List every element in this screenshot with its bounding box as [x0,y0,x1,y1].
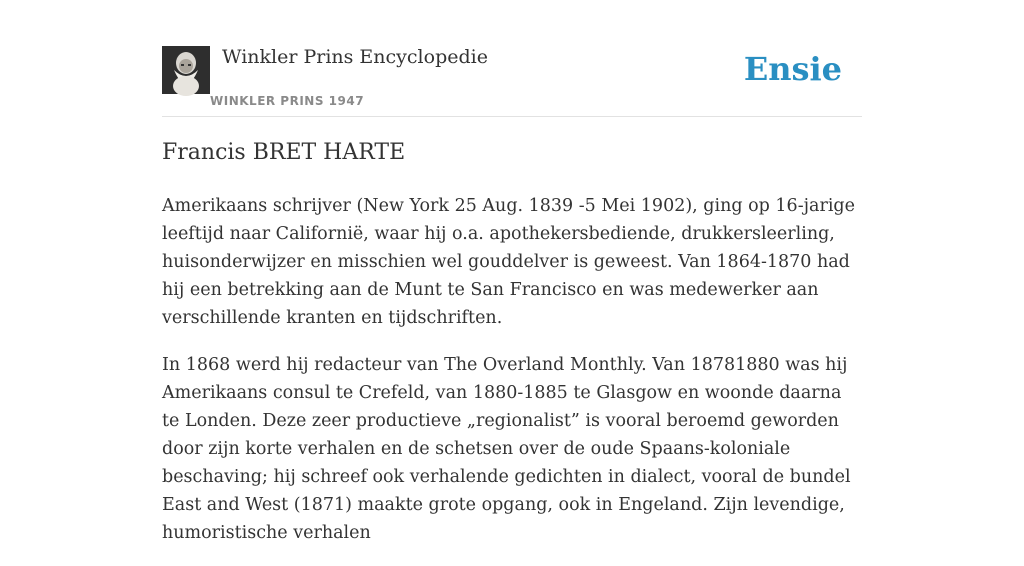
source-name[interactable]: Winkler Prins Encyclopedie [222,46,488,68]
bearded-man-portrait-icon [162,46,210,94]
article-paragraph: Amerikaans schrijver (New York 25 Aug. 1839 -5 Mei 1902), ging op 16-jarige leeftijd naar Californië, waar hij o.a. apothekersbediende, drukkersleerling, huisonderwijzer en misschien wel gouddelver is geweest. Van 1864-1870 had hij een betrekking aan de Munt te San Francisco en was medewerker aan verschillende kranten en tijdschriften. [162,196,855,328]
brand-logo[interactable]: Ensie [743,50,842,88]
source-header [162,46,862,117]
article-body [162,192,862,566]
source-edition: WINKLER PRINS 1947 [210,94,365,108]
article-title: Francis BRET HARTE [162,140,406,165]
article-paragraph: In 1868 werd hij redacteur van The Overland Monthly. Van 18781880 was hij Amerikaans consul te Crefeld, van 1880-1885 te Glasgow en woonde daarna te Londen. Deze zeer productieve „regionalist” is vooral beroemd geworden door zijn korte verhalen en de schetsen over de oude Spaans-koloniale beschaving; hij schreef ook verhalende gedichten in dialect, vooral de bundel East and West (1871) maakte grote opgang, ook in Engeland. Zijn levendige, humoristische verhalen [162,355,851,543]
source-avatar[interactable] [162,46,210,94]
